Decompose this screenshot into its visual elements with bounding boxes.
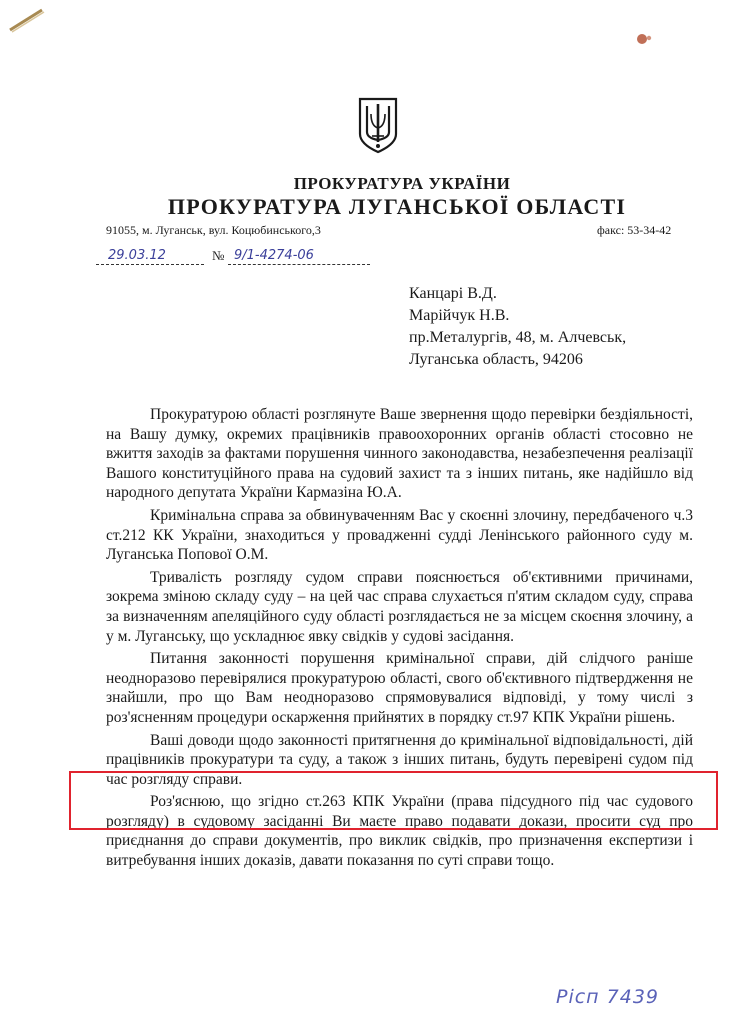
- recipient-block: [409, 283, 626, 371]
- highlight-box: [69, 771, 718, 830]
- reference-number-label: №: [212, 248, 225, 263]
- org-fax: факс: 53-34-42: [597, 223, 672, 237]
- handwritten-note: Рісп 7439: [556, 986, 659, 1008]
- recipient-line: пр.Металургів, 48, м. Алчевськ,: [409, 329, 627, 346]
- reference-line: [96, 248, 370, 268]
- recipient-line: Луганська область, 94206: [409, 351, 583, 368]
- body-paragraph: Тривалість розгляду судом справи пояснюється об'єктивними причинами, зокрема зміною складу суду – на цей час справа слухається п'ятим складом суду, справа за визначенням апеляційного суду області розглядається не за місцем скоєння злочину, а у м. Луганську, що ускладнює явку свідків у судові засідання.: [106, 568, 693, 645]
- reference-date: 29.03.12: [108, 248, 166, 263]
- body-paragraph-highlighted: Ваші доводи щодо законності притягнення до кримінальної відповідальності, дій працівників прокуратури та суду, а також з інших питань, будуть перевірені судом під час розгляду справи.: [106, 731, 693, 788]
- date-underline: [96, 264, 204, 265]
- body-paragraph: Кримінальна справа за обвинуваченням Вас у скоєнні злочину, передбаченого ч.3 ст.212 КК України, знаходиться у провадженні судді Ленінського районного суду м. Луганська Попової О.М.: [106, 506, 693, 564]
- staple-mark: [4, 4, 48, 34]
- recipient-line: Канцарі В.Д.: [409, 285, 497, 302]
- number-underline: [228, 264, 370, 265]
- body-paragraph: Прокуратурою області розглянуте Ваше звернення щодо перевірки бездіяльності, на Вашу думку, окремих працівників правоохоронних органів області стосовно не вжиття заходів за фактами порушення чинного законодавства, незабезпечення реалізації Вашого конституційного права на судовий захист та з інших питань, яке надійшло від народного депутата України Кармазіна Ю.А.: [106, 406, 693, 502]
- reference-number: 9/1-4274-06: [234, 248, 314, 263]
- org-name-ukraine: ПРОКУРАТУРА УКРАЇНИ: [293, 174, 511, 193]
- body-paragraph: Роз'яснюю, що згідно ст.263 КПК України (права підсудного під час судового розгляду) в судовому засіданні Ви маєте право подавати докази, просити суд про приєднання до справи документів, про виклик свідків, про призначення експертизи і витребування інших доказів, давати показання по суті справи тощо.: [106, 793, 693, 870]
- trident-emblem-icon: [356, 96, 400, 154]
- org-address: 91055, м. Луганськ, вул. Коцюбинського,3: [106, 223, 321, 237]
- ink-stain: [634, 30, 656, 48]
- recipient-line: Марійчук Н.В.: [409, 307, 510, 324]
- org-name-luhansk: ПРОКУРАТУРА ЛУГАНСЬКОЇ ОБЛАСТІ: [167, 194, 627, 219]
- body-paragraph: Питання законності порушення кримінальної справи, дій слідчого раніше неодноразово перевірялися прокуратурою області, свого об'єктивного підтвердження не знайшли, про що Вам неодноразово спрямовувалися відповіді, у тому числі з роз'ясненням процедури оскарження прийнятих в порядку ст.97 КПК України рішень.: [106, 650, 693, 726]
